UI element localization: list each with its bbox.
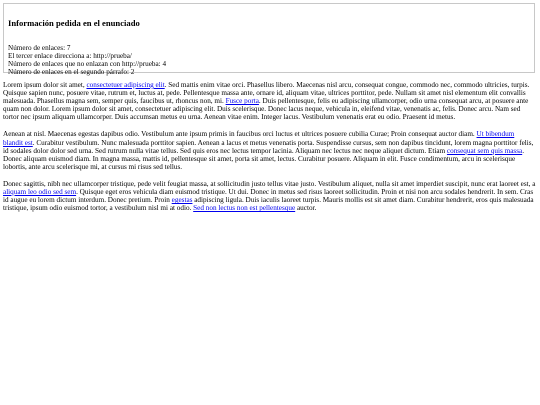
info-lines (8, 44, 166, 76)
paragraph-text: Aenean at nisl. Maecenas egestas dapibus odio. Vestibulum ante ipsum primis in faucibus orci luctus et ultrices posuere cubilia Curae; Proin consequat auctor diam. (3, 130, 477, 139)
paragraph-text: . Donec aliquam euismod diam. In magna massa, mattis id, pellentesque sit amet, porta sit amet, lectus. Curabitur posuere. Aliquam in elit. Fusce condimentum, arcu in scelerisque lobortis, ante arcu scelerisque mi, at cursus mi risus sed tellus. (3, 146, 524, 171)
paragraph-text: . Curabitur vestibulum. Nunc malesuada porttitor sapien. Aenean a lacus et metus venenatis porta. Suspendisse cursus, sem non dapibus tincidunt, lorem magna porttitor felis, id sodales dolor dolor sed urna. Sed rutrum nulla vitae tellus. Sed quis eros nec lectus tempor lacinia. Aliquam nec lectus nec neque aliquet dictum. Etiam (3, 138, 534, 155)
paragraph-text: Lorem ipsum dolor sit amet, (3, 81, 87, 89)
info-line-third-link: El tercer enlace direcciona a: http://prueba/ (8, 52, 132, 61)
paragraph-2 (3, 130, 536, 170)
paragraph-text: . Sed mattis enim vitae orci. Phasellus libero. Maecenas nisl arcu, consequat congue, commodo nec, commodo ultricies, turpis. Quisque sapien nunc, posuere vitae, rutrum et, luctus at, pede. Pellentesque massa ante, ornare id, aliquam vitae, ultrices porttitor, pede. Nullam sit amet nisl elementum elit convallis malesuada. Phasellus magna sem, semper quis, faucibus ut, rhoncus non, mi. (3, 81, 530, 106)
paragraph-text: Donec sagittis, nibh nec ullamcorper tristique, pede velit feugiat massa, at sollicitudin justo tellus vitae justo. Vestibulum aliquet, nulla sit amet imperdiet suscipit, nunc erat laoreet est, a (3, 179, 536, 188)
info-title: Información pedida en el enunciado (8, 18, 140, 28)
paragraph-text: . Duis pellentesque, felis eu adipiscing ullamcorper, odio urna consequat arcu, at posuere ante quam non dolor. Lorem ipsum dolor sit amet, consectetuer adipiscing elit. Duis scelerisque. Donec lacus neque, vehicula in, eleifend vitae, venenatis ac, felis. Donec arcu. Nam sed tortor nec ipsum aliquam ullamcorper. Duis accumsan metus eu urna. Aenean vitae enim. Integer lacus. Vestibulum venenatis erat eu odio. Praesent id metus. (3, 97, 529, 122)
link-egestas[interactable]: egestas (171, 196, 193, 205)
link-consectetuer[interactable]: consectetuer adipiscing elit (86, 81, 165, 89)
paragraph-text: adipiscing ligula. Duis iaculis laoreet turpis. Mauris mollis est sit amet diam. Curabitur hendrerit, eros quis malesuada tristique, ipsum odio euismod tortor, a vestibulum nisl mi at odio. (3, 196, 534, 213)
info-line-second-paragraph-links: Número de enlaces en el segundo párrafo: 2 (8, 68, 135, 77)
info-box (3, 3, 535, 77)
paragraph-text: . Quisque eget eros vehicula diam euismod tristique. Ut dui. Donec in metus sed risus laoreet sollicitudin. Proin et nisi non arcu sodales hendrerit. In sem. Cras id augue eu lorem dictum interdum. Donec pretium. Proin (3, 188, 534, 205)
paragraph-text: auctor. (295, 204, 317, 213)
link-ut-bibendum[interactable]: Ut bibendum blandit est (3, 130, 515, 147)
paragraph-3 (3, 180, 536, 212)
paragraph-1 (3, 81, 536, 121)
info-line-link-count: Número de enlaces: 7 (8, 44, 71, 52)
link-aliquam-leo[interactable]: aliquam leo odio sed sem (3, 188, 77, 197)
link-consequat-sem[interactable]: consequat sem quis massa (446, 146, 523, 155)
link-sed-non-lectus[interactable]: Sed non lectus non est pellentesque (193, 204, 296, 213)
info-line-external-links: Número de enlaces que no enlazan con http://prueba: 4 (8, 60, 167, 69)
link-fusce-porta[interactable]: Fusce porta (225, 97, 259, 106)
article-content (3, 81, 536, 221)
